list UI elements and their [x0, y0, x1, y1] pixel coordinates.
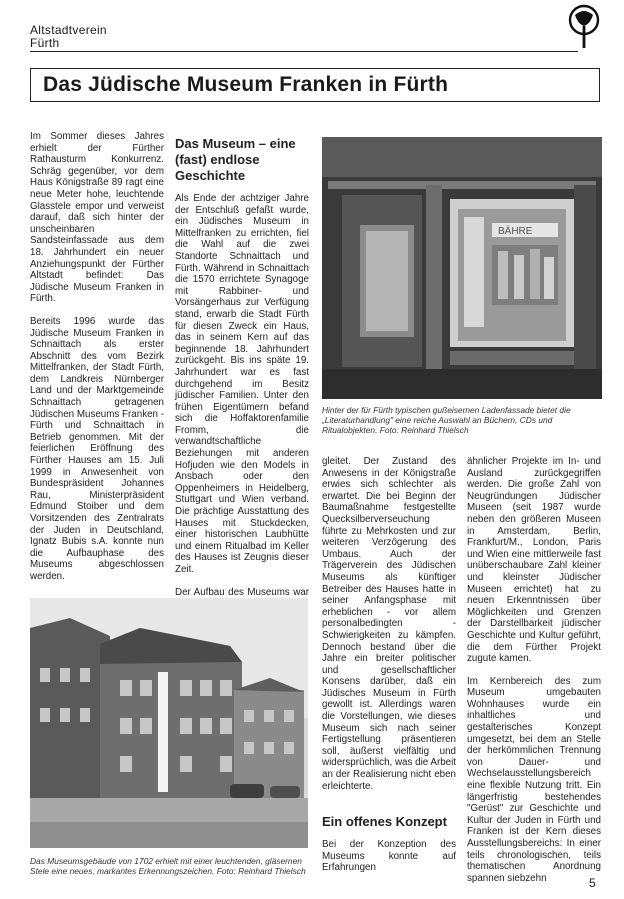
paragraph: Bei der Konzeption des Museums konnte auf Erfahrungen: [322, 839, 456, 874]
section-heading-concept: Ein offenes Konzept: [322, 814, 447, 830]
altstadtverein-logo: [566, 4, 602, 52]
article-title: Das Jüdische Museum Franken in Fürth: [43, 73, 449, 96]
paragraph: Im Sommer dieses Jahres erhielt der Fürther Rathausturm Konkurrenz. Schräg gegenüber, vor dem Haus Königstraße 89 ragt eine neue Meter hohe, leuchtende Glasstele empor und verweist darauf, daß sich hinter der unscheinbaren Sandsteinfassade aus dem 18. Jahrhundert ein neuer Anziehungspunkt der Fürther Altstadt befindet: Das Jüdische Museum Franken in Fürth.: [30, 131, 164, 305]
organization-name: Altstadtverein: [30, 23, 107, 37]
paragraph: Im Kernbereich des zum Museum umgebauten Wohnhauses wurde ein inhaltliches und gestalterisches Konzept umgesetzt, bei dem an Stelle der herkömmlichen Trennung von Dauer- und Wechselausstellungsbereich eine flexible Nutzung tritt. Ein längerfristig bestehendes "Gerüst" zur Geschichte und Kultur der Juden in Fürth und Franken ist der Kern dieses Ausstellungsbereichs: In einer teils chronologischen, teils thematischen Anordnung spannen siebzehn: [467, 675, 601, 884]
paragraph: Als Ende der achtziger Jahre der Entschluß gefaßt wurde, ein Jüdisches Museum in Mittelfranken zu errichten, fiel die Wahl auf die zwei Standorte Schnaittach und Fürth. Während in Schnaittach die 1570 errichtete Synagoge mit Rabbiner- und Vorsängerhaus zur Verfügung stand, erwarb die Stadt Fürth für diesen Zweck ein Haus, das in seinem Kern auf das beginnende 18. Jahrhundert zurückgeht. Bis ins späte 19. Jahrhundert war es fast durchgehend im Besitz jüdischer Familien. Unter den frühen Eigentümern befand sich die Hoffaktorenfamilie Fromm, die verwandtschaftliche Beziehungen mit anderen Hofjuden wie den Models in Ansbach oder den Oppenheimers in Heidelberg, Stuttgart und Wien verband. Die prächtige Ausstattung des Hauses mit Stuckdecken, einer historischen Laubhütte und einem Ritualbad im Keller des Hauses ist Zeugnis dieser Zeit.: [175, 193, 309, 575]
city-name: Fürth: [30, 36, 60, 50]
page-number: 5: [589, 876, 596, 890]
text-column-2: [175, 136, 309, 598]
paragraph: Bereits 1996 wurde das Jüdische Museum Franken in Schnaittach als erster Abschnitt des vom Bezirk Mittelfranken, der Stadt Fürth, dem Landkreis Nürnberger Land und der Marktgemeinde Schnaittach getragenen Jüdischen Museums Franken - Fürth und Schnaittach in Betrieb genommen. Mit der feierlichen Eröffnung des Fürther Hauses am 15. Juli 1999 in Anwesenheit von Bundespräsident Johannes Rau, Ministerpräsident Edmund Stoiber und dem Vorsitzenden des Zentralrats der Juden in Deutschland, Ignatz Bubis s.A. konnte nun die Aufbauphase des Museums abgeschlossen werden.: [30, 315, 164, 582]
text-column-4: [467, 456, 601, 884]
shopfront-caption: Hinter der für Fürth typischen gußeisernen Ladenfassade bietet die „Literaturhandlung" eine reiche Auswahl an Büchern, CDs und Ritualobjekten. Foto: Reinhard Thielsch: [322, 405, 571, 435]
section-heading-museum: Das Museum – eine (fast) endlose Geschichte: [175, 136, 296, 183]
shopfront-photo: [322, 137, 602, 399]
paragraph: ähnlicher Projekte im In- und Ausland zurückgegriffen werden. Die große Zahl von Neugründungen Jüdischer Museen (seit 1987 wurde neben den größeren Museen in Amsterdam, Berlin, Frankfurt/M., London, Paris und Wien eine mittlerweile fast unüberschaubare Zahl kleiner und kleinster Jüdischer Museen errichtet) hat zu neuen Erkenntnissen über Möglichkeiten und Grenzen der Darstellbarkeit jüdischer Geschichte und Kultur geführt, die dem Fürther Projekt zugute kamen.: [467, 456, 601, 665]
text-column-3: [322, 456, 456, 880]
header-rule: [30, 51, 578, 52]
building-caption: Das Museumsgebäude von 1702 erhielt mit einer leuchtenden, gläsernen Stele eine neues, markantes Erkennungszeichen. Foto: Reinhard Thielsch: [30, 856, 306, 876]
museum-building-photo: [30, 598, 308, 848]
paragraph: gleitet. Der Zustand des Anwesens in der Königstraße erwies sich schlechter als erwartet. Die bei Beginn der Baumaßnahme festgestellte Quecksilberverseuchung führte zu Mehrkosten und zur weiteren Verzögerung des Umbaus. Auch der Trägerverein des Jüdischen Museums als künftiger Betreiber des Hauses hatte in seiner Anfangsphase mit erheblichen - vor allem personalbedingten - Schwierigkeiten zu kämpfen. Dennoch bestand über die Jahre ein breiter politischer und gesellschaftlicher Konsens darüber, daß ein Jüdisches Museum in Fürth gewollt ist. Allerdings waren die Vorstellungen, wie dieses Museum sich nach seiner Fertigstellung präsentieren soll, äußerst vielfältig und widersprüchlich, was die Arbeit an der Realisierung nicht eben erleichterte.: [322, 456, 456, 792]
text-column-1: [30, 131, 164, 586]
article-title-box: [30, 68, 600, 102]
shopfront-sign: BÄHRE: [498, 226, 533, 237]
paragraph: Der Aufbau des Museums war: [175, 586, 309, 598]
page-header: [30, 24, 580, 56]
